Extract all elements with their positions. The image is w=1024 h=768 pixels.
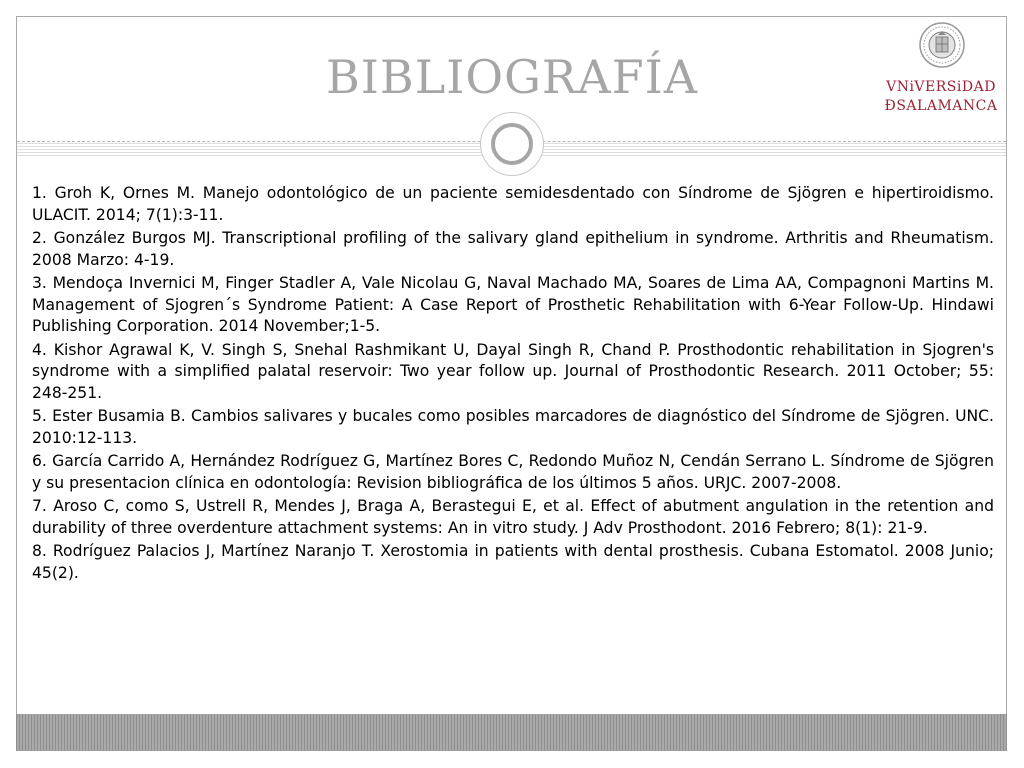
divider-ring-icon	[480, 112, 544, 176]
reference-item: 8. Rodríguez Palacios J, Martínez Naranjo T. Xerostomia in patients with dental prosthesis. Cubana Estomatol. 2008 Junio; 45(2).	[32, 542, 994, 582]
reference-item: 1. Groh K, Ornes M. Manejo odontológico de un paciente semidesdentado con Síndrome de Sjögren e hipertiroidismo. ULACIT. 2014; 7(1):3-11.	[32, 184, 994, 224]
bibliography-list	[32, 183, 994, 586]
logo-text-line1: VNiVERSiDAD	[886, 79, 996, 95]
divider-ring-inner	[491, 123, 533, 165]
reference-item: 2. González Burgos MJ. Transcriptional profiling of the salivary gland epithelium in syndrome. Arthritis and Rheumatism. 2008 Marzo: 4-19.	[32, 229, 994, 269]
reference-item: 3. Mendoça Invernici M, Finger Stadler A, Vale Nicolau G, Naval Machado MA, Soares de Lima AA, Compagnoni Martins M. Management of Sjogren´s Syndrome Patient: A Case Report of Prosthetic Rehabilitation with 6-Year Follow-Up. Hindawi Publishing Corporation. 2014 November;1-5.	[32, 274, 994, 335]
university-logo	[882, 22, 1000, 122]
reference-item: 6. García Carrido A, Hernández Rodríguez G, Martínez Bores C, Redondo Muñoz N, Cendán Serrano L. Síndrome de Sjögren y su presentacion clínica en odontología: Revision bibliográfica de los últimos 5 años. URJC. 2007-2008.	[32, 452, 994, 492]
page-title: BIBLIOGRAFÍA	[325, 50, 699, 104]
logo-text-line2: ÐSALAMANCA	[884, 98, 998, 114]
reference-item: 4. Kishor Agrawal K, V. Singh S, Snehal Rashmikant U, Dayal Singh R, Chand P. Prosthodontic rehabilitation in Sjogren's syndrome with a simplified palatal reservoir: Two year follow up. Journal of Prosthodontic Research. 2011 October; 55: 248-251.	[32, 340, 994, 402]
footer-bar	[16, 714, 1007, 751]
reference-item: 5. Ester Busamia B. Cambios salivares y bucales como posibles marcadores de diagnóstico del Síndrome de Sjögren. UNC. 2010:12-113.	[32, 407, 994, 447]
reference-item: 7. Aroso C, como S, Ustrell R, Mendes J, Braga A, Berastegui E, et al. Effect of abutment angulation in the retention and durability of three overdenture attachment systems: An in vitro study. J Adv Prosthodont. 2016 Febrero; 8(1): 21-9.	[32, 497, 994, 537]
university-seal-icon	[919, 22, 965, 68]
